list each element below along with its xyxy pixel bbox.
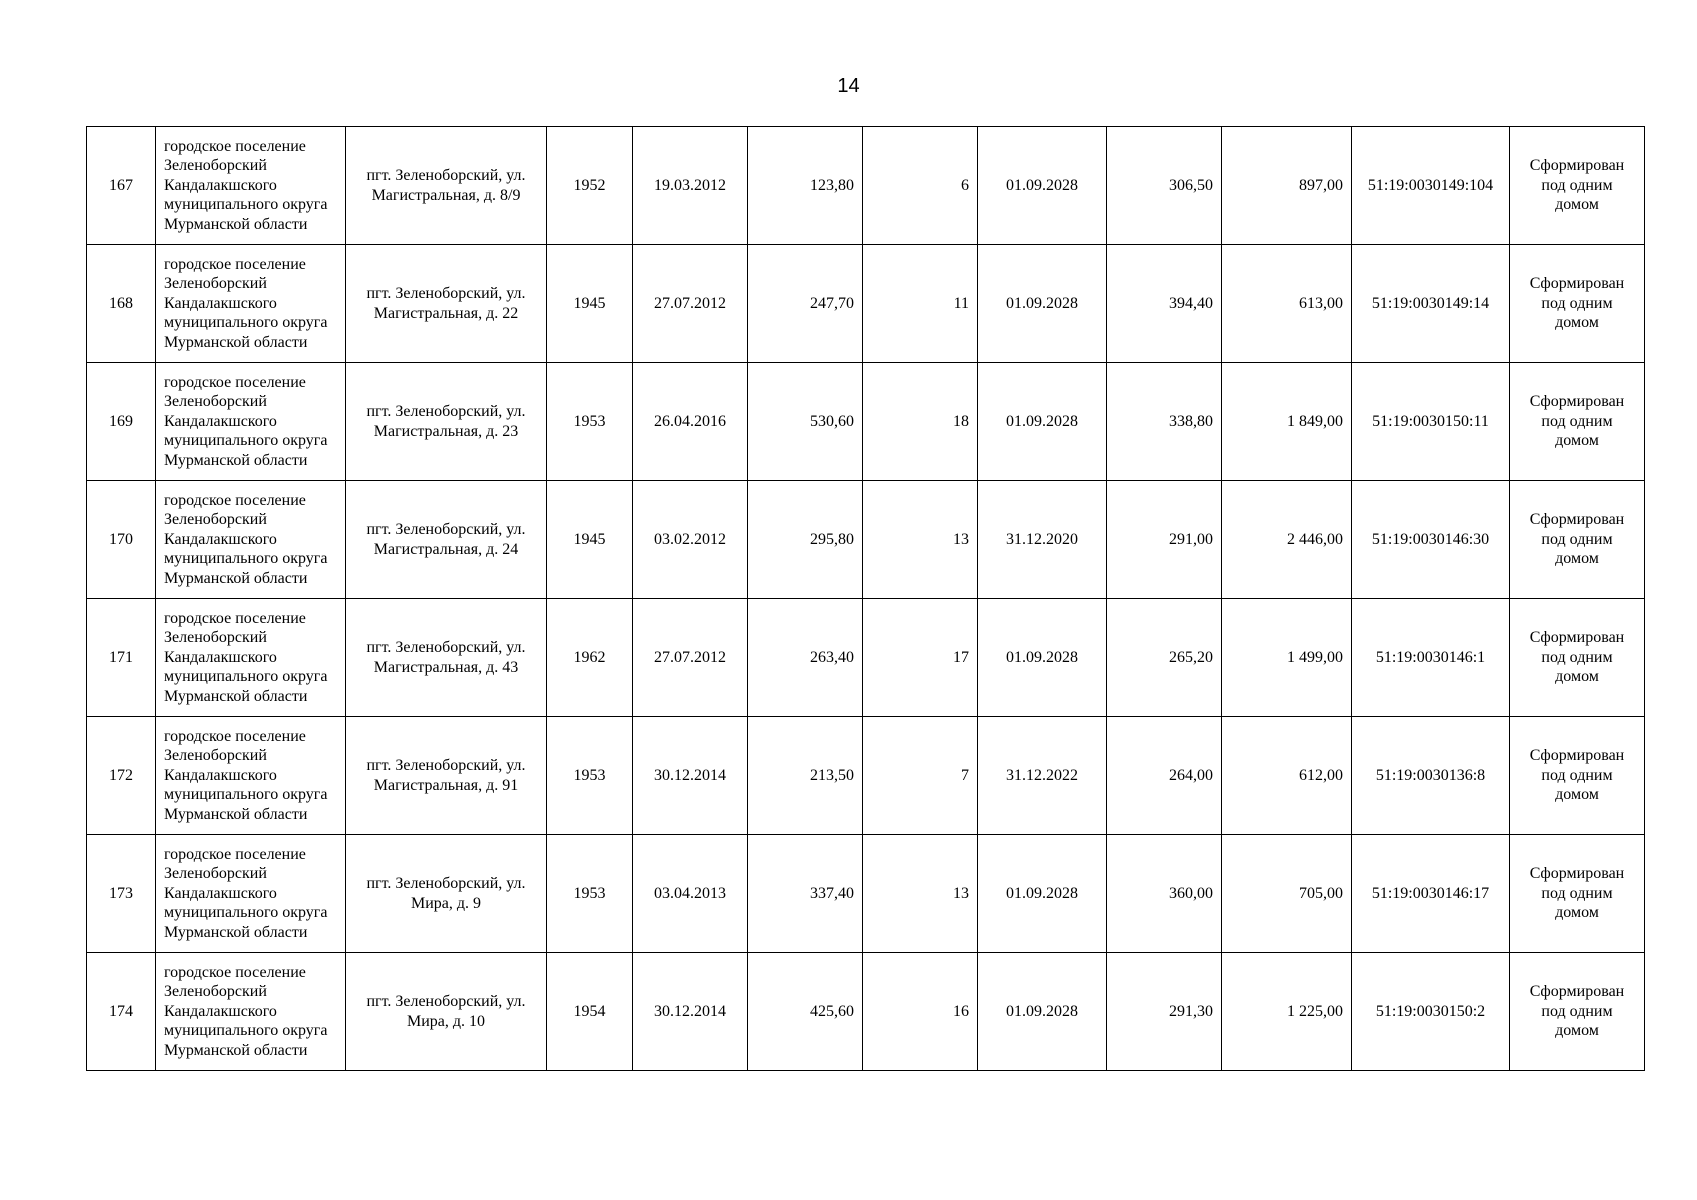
- cell-area-2: 265,20: [1107, 599, 1222, 717]
- cell-year: 1953: [547, 835, 633, 953]
- cell-deadline: 31.12.2022: [978, 717, 1107, 835]
- cell-status: Сформирован под одним домом: [1510, 599, 1645, 717]
- cell-municipality: городское поселение Зеленоборский Кандалакшского муниципального округа Мурманской области: [156, 245, 346, 363]
- cell-row-number: 170: [87, 481, 156, 599]
- cell-date: 27.07.2012: [633, 599, 748, 717]
- cell-deadline: 01.09.2028: [978, 363, 1107, 481]
- cell-date: 27.07.2012: [633, 245, 748, 363]
- cell-year: 1945: [547, 245, 633, 363]
- table-row: [87, 363, 1645, 481]
- cell-date: 03.04.2013: [633, 835, 748, 953]
- cell-area: 123,80: [748, 127, 863, 245]
- cell-cadastral-number: 51:19:0030146:17: [1352, 835, 1510, 953]
- cell-row-number: 173: [87, 835, 156, 953]
- cell-area: 295,80: [748, 481, 863, 599]
- cell-address: пгт. Зеленоборский, ул. Магистральная, д. 23: [346, 363, 547, 481]
- cell-status: Сформирован под одним домом: [1510, 363, 1645, 481]
- cell-address: пгт. Зеленоборский, ул. Магистральная, д. 24: [346, 481, 547, 599]
- cell-area: 337,40: [748, 835, 863, 953]
- cell-area: 530,60: [748, 363, 863, 481]
- cell-land-area: 2 446,00: [1222, 481, 1352, 599]
- cell-cadastral-number: 51:19:0030136:8: [1352, 717, 1510, 835]
- cell-land-area: 1 225,00: [1222, 953, 1352, 1071]
- cell-cadastral-number: 51:19:0030146:1: [1352, 599, 1510, 717]
- cell-status: Сформирован под одним домом: [1510, 127, 1645, 245]
- cell-cadastral-number: 51:19:0030150:2: [1352, 953, 1510, 1071]
- cell-address: пгт. Зеленоборский, ул. Мира, д. 9: [346, 835, 547, 953]
- cell-municipality: городское поселение Зеленоборский Кандалакшского муниципального округа Мурманской области: [156, 953, 346, 1071]
- table-row: [87, 127, 1645, 245]
- cell-cadastral-number: 51:19:0030146:30: [1352, 481, 1510, 599]
- cell-quantity: 16: [863, 953, 978, 1071]
- cell-area: 213,50: [748, 717, 863, 835]
- cell-cadastral-number: 51:19:0030149:104: [1352, 127, 1510, 245]
- cell-date: 30.12.2014: [633, 717, 748, 835]
- cell-cadastral-number: 51:19:0030150:11: [1352, 363, 1510, 481]
- cell-deadline: 01.09.2028: [978, 599, 1107, 717]
- cell-status: Сформирован под одним домом: [1510, 481, 1645, 599]
- cell-area-2: 394,40: [1107, 245, 1222, 363]
- cell-row-number: 171: [87, 599, 156, 717]
- cell-status: Сформирован под одним домом: [1510, 245, 1645, 363]
- cell-municipality: городское поселение Зеленоборский Кандалакшского муниципального округа Мурманской области: [156, 835, 346, 953]
- page-number: 14: [837, 75, 860, 97]
- cell-area-2: 338,80: [1107, 363, 1222, 481]
- cell-area-2: 360,00: [1107, 835, 1222, 953]
- table-row: [87, 717, 1645, 835]
- cell-status: Сформирован под одним домом: [1510, 953, 1645, 1071]
- cell-year: 1962: [547, 599, 633, 717]
- cell-row-number: 172: [87, 717, 156, 835]
- table-row: [87, 953, 1645, 1071]
- cell-year: 1954: [547, 953, 633, 1071]
- cell-row-number: 169: [87, 363, 156, 481]
- cell-area: 263,40: [748, 599, 863, 717]
- cell-deadline: 31.12.2020: [978, 481, 1107, 599]
- cell-quantity: 13: [863, 835, 978, 953]
- cell-municipality: городское поселение Зеленоборский Кандалакшского муниципального округа Мурманской области: [156, 481, 346, 599]
- table-row: [87, 481, 1645, 599]
- cell-area: 247,70: [748, 245, 863, 363]
- table-row: [87, 245, 1645, 363]
- cell-cadastral-number: 51:19:0030149:14: [1352, 245, 1510, 363]
- cell-land-area: 897,00: [1222, 127, 1352, 245]
- cell-quantity: 11: [863, 245, 978, 363]
- cell-year: 1952: [547, 127, 633, 245]
- cell-status: Сформирован под одним домом: [1510, 835, 1645, 953]
- cell-land-area: 1 499,00: [1222, 599, 1352, 717]
- cell-municipality: городское поселение Зеленоборский Кандалакшского муниципального округа Мурманской области: [156, 599, 346, 717]
- cell-row-number: 167: [87, 127, 156, 245]
- cell-area-2: 306,50: [1107, 127, 1222, 245]
- cell-land-area: 705,00: [1222, 835, 1352, 953]
- cell-address: пгт. Зеленоборский, ул. Мира, д. 10: [346, 953, 547, 1071]
- cell-date: 30.12.2014: [633, 953, 748, 1071]
- cell-municipality: городское поселение Зеленоборский Кандалакшского муниципального округа Мурманской области: [156, 717, 346, 835]
- cell-date: 26.04.2016: [633, 363, 748, 481]
- cell-deadline: 01.09.2028: [978, 245, 1107, 363]
- cell-land-area: 1 849,00: [1222, 363, 1352, 481]
- cell-year: 1945: [547, 481, 633, 599]
- cell-deadline: 01.09.2028: [978, 953, 1107, 1071]
- cell-area-2: 264,00: [1107, 717, 1222, 835]
- table-row: [87, 835, 1645, 953]
- cell-municipality: городское поселение Зеленоборский Кандалакшского муниципального округа Мурманской области: [156, 363, 346, 481]
- cell-address: пгт. Зеленоборский, ул. Магистральная, д. 43: [346, 599, 547, 717]
- housing-registry-table: [86, 126, 1645, 1071]
- cell-quantity: 13: [863, 481, 978, 599]
- cell-deadline: 01.09.2028: [978, 835, 1107, 953]
- table-row: [87, 599, 1645, 717]
- cell-address: пгт. Зеленоборский, ул. Магистральная, д. 91: [346, 717, 547, 835]
- table-body: [87, 127, 1645, 1071]
- cell-date: 19.03.2012: [633, 127, 748, 245]
- cell-date: 03.02.2012: [633, 481, 748, 599]
- cell-area: 425,60: [748, 953, 863, 1071]
- cell-row-number: 174: [87, 953, 156, 1071]
- cell-status: Сформирован под одним домом: [1510, 717, 1645, 835]
- cell-quantity: 18: [863, 363, 978, 481]
- cell-address: пгт. Зеленоборский, ул. Магистральная, д. 22: [346, 245, 547, 363]
- cell-row-number: 168: [87, 245, 156, 363]
- cell-deadline: 01.09.2028: [978, 127, 1107, 245]
- cell-area-2: 291,30: [1107, 953, 1222, 1071]
- cell-quantity: 6: [863, 127, 978, 245]
- cell-municipality: городское поселение Зеленоборский Кандалакшского муниципального округа Мурманской области: [156, 127, 346, 245]
- cell-land-area: 613,00: [1222, 245, 1352, 363]
- cell-address: пгт. Зеленоборский, ул. Магистральная, д. 8/9: [346, 127, 547, 245]
- cell-year: 1953: [547, 717, 633, 835]
- cell-land-area: 612,00: [1222, 717, 1352, 835]
- cell-quantity: 17: [863, 599, 978, 717]
- cell-area-2: 291,00: [1107, 481, 1222, 599]
- cell-quantity: 7: [863, 717, 978, 835]
- cell-year: 1953: [547, 363, 633, 481]
